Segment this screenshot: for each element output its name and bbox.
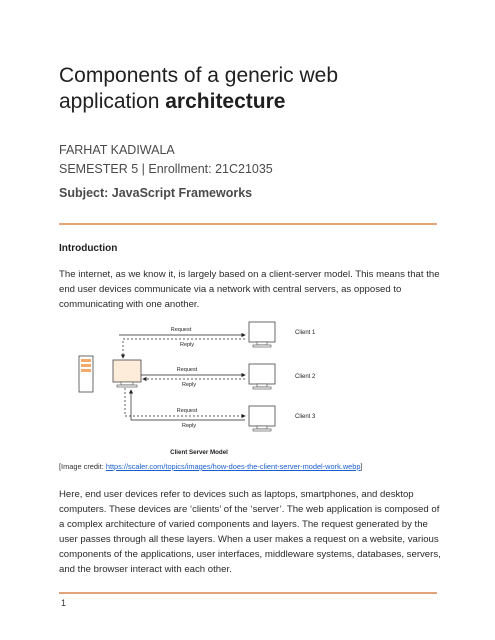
author-details: SEMESTER 5 | Enrollment: 21C21035 bbox=[59, 162, 273, 176]
footer-divider bbox=[59, 592, 437, 594]
request-label-3: Request bbox=[176, 408, 198, 414]
page-title bbox=[59, 63, 459, 115]
credit-link[interactable]: https://scaler.com/topics/images/how-does-the-client-server-model-work.webp bbox=[105, 462, 361, 471]
client-3-label: Client 3 bbox=[295, 414, 316, 420]
title-line-1: Components of a generic web bbox=[59, 64, 338, 87]
connection-client-2 bbox=[141, 367, 245, 388]
client-3-monitor-icon bbox=[249, 406, 275, 431]
image-credit bbox=[59, 462, 363, 471]
connection-client-1 bbox=[119, 327, 245, 358]
client-server-diagram bbox=[59, 320, 389, 460]
request-label-2: Request bbox=[176, 367, 198, 373]
author-name: FARHAT KADIWALA bbox=[59, 143, 175, 157]
intro-paragraph: The internet, as we know it, is largely based on a client-server model. This means that the end user devices communicate via a network with central servers, as opposed to communicating with one another. bbox=[59, 269, 440, 310]
client-1-label: Client 1 bbox=[295, 330, 316, 336]
connection-client-3 bbox=[125, 388, 245, 429]
reply-label-1: Reply bbox=[179, 342, 195, 348]
server-tower-icon bbox=[79, 356, 93, 392]
client-2-label: Client 2 bbox=[295, 374, 316, 380]
title-regular-part: application bbox=[59, 90, 166, 113]
subject-line: Subject: JavaScript Frameworks bbox=[59, 186, 253, 200]
credit-suffix: ] bbox=[360, 462, 363, 471]
reply-label-3: Reply bbox=[181, 423, 197, 429]
title-line-2 bbox=[59, 89, 459, 115]
top-divider bbox=[59, 223, 437, 225]
title-bold-part: architecture bbox=[165, 90, 286, 113]
server-screen bbox=[113, 360, 141, 382]
credit-prefix: [Image credit: bbox=[59, 462, 106, 471]
request-label-1: Request bbox=[170, 327, 192, 333]
body-paragraph: Here, end user devices refer to devices such as laptops, smartphones, and desktop computers. These devices are ‘clients’ of the ‘server’. The web application is composed of a complex architecture of varied components and layers. The request generated by the user passes through all these layers. When a user makes a request on a website, various components of the applications, user interfaces, middleware systems, databases, servers, and the browser interact with each other. bbox=[59, 489, 441, 575]
diagram-caption: Client Server Model bbox=[170, 449, 228, 456]
server-monitor-icon bbox=[113, 360, 141, 387]
reply-label-2: Reply bbox=[181, 382, 197, 388]
client-1-monitor-icon bbox=[249, 322, 275, 347]
author-block bbox=[59, 141, 273, 179]
page-number: 1 bbox=[61, 598, 67, 608]
section-heading: Introduction bbox=[59, 243, 118, 254]
client-2-monitor-icon bbox=[249, 364, 275, 389]
